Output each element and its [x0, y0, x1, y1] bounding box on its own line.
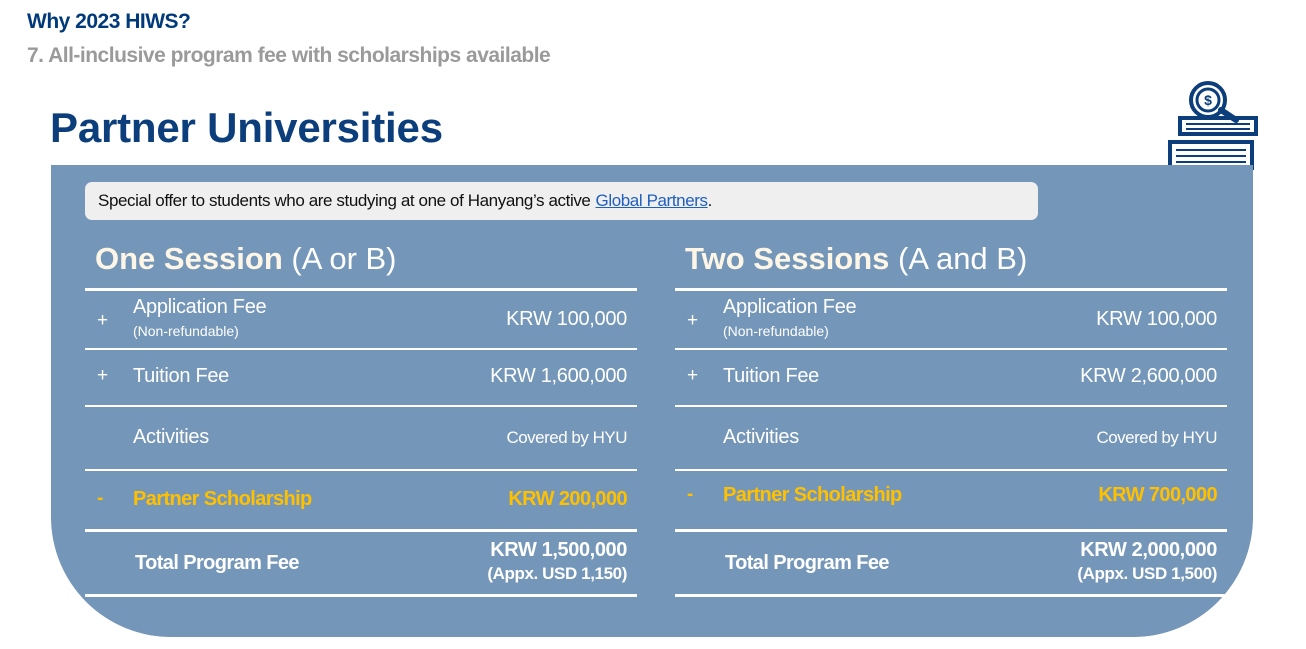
total-krw: KRW 1,500,000	[490, 539, 627, 561]
row-label: Activities	[133, 426, 209, 448]
row-amount: KRW 1,600,000	[490, 365, 627, 387]
row-amount: KRW 100,000	[1096, 308, 1217, 330]
row-label: Total Program Fee	[725, 552, 889, 574]
application-fee-row	[85, 291, 637, 350]
row-amount: KRW 100,000	[506, 308, 627, 330]
fee-panel	[51, 165, 1253, 637]
global-partners-link[interactable]: Global Partners	[595, 191, 708, 210]
kicker-heading: Why 2023 HIWS?	[27, 10, 191, 33]
notice-text: Special offer to students who are studying at one of Hanyang’s active	[98, 191, 591, 210]
column-title-main: Two Sessions	[685, 241, 890, 276]
scholarship-row	[85, 471, 637, 532]
column-title	[675, 236, 1227, 291]
row-sublabel: (Non-refundable)	[723, 323, 829, 339]
column-title-paren: (A or B)	[291, 241, 397, 276]
notice-trailing: .	[707, 191, 712, 210]
total-amount	[487, 539, 627, 585]
plus-sign: +	[687, 365, 699, 386]
row-amount: Covered by HYU	[506, 428, 627, 447]
total-krw: KRW 2,000,000	[1080, 539, 1217, 561]
activities-row	[675, 407, 1227, 471]
money-search-icon	[1166, 80, 1260, 174]
row-amount: KRW 2,600,000	[1080, 365, 1217, 387]
one-session-column	[85, 236, 637, 597]
total-usd: (Appx. USD 1,150)	[487, 564, 627, 583]
row-label: Tuition Fee	[723, 365, 820, 387]
total-amount	[1077, 539, 1217, 585]
subkicker-heading: 7. All-inclusive program fee with scholarships available	[27, 44, 551, 67]
column-title-main: One Session	[95, 241, 283, 276]
total-fee-row	[675, 532, 1227, 597]
column-title	[85, 236, 637, 291]
row-label: Tuition Fee	[133, 365, 230, 387]
minus-sign: -	[97, 488, 103, 509]
total-fee-row	[85, 532, 637, 597]
row-label: Partner Scholarship	[133, 488, 312, 510]
row-sublabel: (Non-refundable)	[133, 323, 239, 339]
partner-notice	[85, 182, 1038, 220]
page-title: Partner Universities	[50, 104, 443, 151]
row-amount: Covered by HYU	[1096, 428, 1217, 447]
application-fee-row	[675, 291, 1227, 350]
two-sessions-column	[675, 236, 1227, 597]
minus-sign: -	[687, 484, 693, 505]
row-amount: KRW 200,000	[508, 488, 627, 510]
total-usd: (Appx. USD 1,500)	[1077, 564, 1217, 583]
tuition-fee-row	[675, 350, 1227, 407]
svg-text:$: $	[1204, 92, 1212, 108]
row-label: Application Fee	[723, 296, 857, 318]
tuition-fee-row	[85, 350, 637, 407]
plus-sign: +	[97, 365, 109, 386]
row-label: Partner Scholarship	[723, 484, 902, 506]
row-amount: KRW 700,000	[1098, 484, 1217, 506]
column-title-paren: (A and B)	[898, 241, 1028, 276]
row-label: Activities	[723, 426, 799, 448]
row-label: Total Program Fee	[135, 552, 299, 574]
plus-sign: +	[97, 310, 109, 331]
row-label: Application Fee	[133, 296, 267, 318]
plus-sign: +	[687, 310, 699, 331]
activities-row	[85, 407, 637, 471]
scholarship-row	[675, 471, 1227, 532]
